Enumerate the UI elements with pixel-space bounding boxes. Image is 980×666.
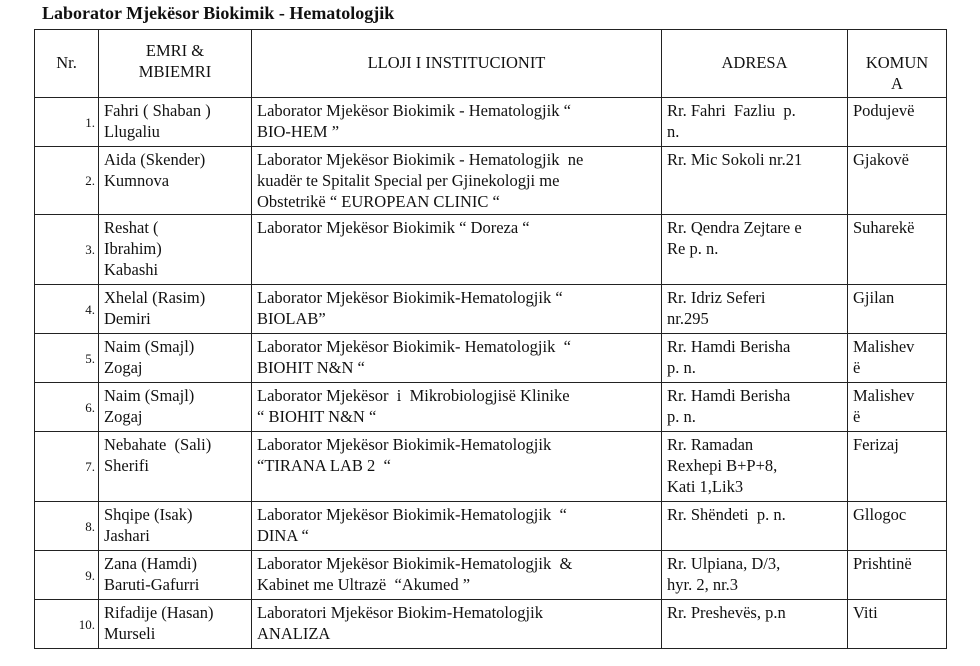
person-name: Xhelal (Rasim) Demiri — [104, 288, 206, 328]
address-cell — [662, 215, 848, 285]
table-row — [35, 502, 947, 551]
header-name: EMRI & MBIEMRI — [99, 30, 252, 98]
row-number: 9. — [85, 567, 95, 583]
person-name: Fahri ( Shaban ) Llugaliu — [104, 101, 211, 141]
person-name-cell — [99, 432, 252, 502]
row-number-cell — [35, 432, 99, 502]
row-number: 6. — [85, 399, 95, 415]
institution-type: Laborator Mjekësor Biokimik- Hematologjik “ BIOHIT N&N “ — [257, 337, 571, 377]
person-name: Nebahate (Sali) Sherifi — [104, 435, 212, 475]
row-number-cell — [35, 502, 99, 551]
table-row — [35, 215, 947, 285]
municipality-cell — [848, 98, 947, 147]
address: Rr. Qendra Zejtare e Re p. n. — [667, 218, 802, 258]
institution-type: Laborator Mjekësor Biokimik-Hematologjik “TIRANA LAB 2 “ — [257, 435, 552, 475]
header-nr: Nr. — [35, 30, 99, 98]
municipality-cell — [848, 432, 947, 502]
address: Rr. Mic Sokoli nr.21 — [667, 150, 803, 169]
header-institution-type: LLOJI I INSTITUCIONIT — [252, 30, 662, 98]
address-cell — [662, 147, 848, 215]
address-cell — [662, 334, 848, 383]
row-number-cell — [35, 334, 99, 383]
municipality-cell — [848, 285, 947, 334]
institution-type-cell — [252, 334, 662, 383]
address: Rr. Hamdi Berisha p. n. — [667, 337, 791, 377]
row-number-cell — [35, 98, 99, 147]
institution-type-cell — [252, 147, 662, 215]
municipality-cell — [848, 551, 947, 600]
municipality-cell — [848, 147, 947, 215]
person-name-cell — [99, 551, 252, 600]
row-number: 5. — [85, 350, 95, 366]
person-name-cell — [99, 502, 252, 551]
municipality: Malishev ë — [853, 337, 915, 377]
institution-type: Laborator Mjekësor i Mikrobiologjisë Klinike “ BIOHIT N&N “ — [257, 386, 570, 426]
row-number-cell — [35, 215, 99, 285]
row-number: 1. — [85, 114, 95, 130]
table-row — [35, 432, 947, 502]
municipality: Gjilan — [853, 288, 895, 307]
laboratory-table — [34, 29, 947, 649]
address-cell — [662, 432, 848, 502]
address: Rr. Shëndeti p. n. — [667, 505, 786, 524]
institution-type: Laborator Mjekësor Biokimik-Hematologjik & Kabinet me Ultrazë “Akumed ” — [257, 554, 573, 594]
address-cell — [662, 383, 848, 432]
person-name-cell — [99, 600, 252, 649]
person-name-cell — [99, 98, 252, 147]
table-row — [35, 334, 947, 383]
header-address: ADRESA — [662, 30, 848, 98]
address-cell — [662, 600, 848, 649]
institution-type: Laborator Mjekësor Biokimik “ Doreza “ — [257, 218, 530, 237]
address: Rr. Ulpiana, D/3, hyr. 2, nr.3 — [667, 554, 781, 594]
institution-type: Laborator Mjekësor Biokimik-Hematologjik “ DINA “ — [257, 505, 567, 545]
municipality-cell — [848, 334, 947, 383]
address-cell — [662, 285, 848, 334]
municipality: Gjakovë — [853, 150, 909, 169]
municipality: Malishev ë — [853, 386, 915, 426]
address-cell — [662, 502, 848, 551]
municipality: Ferizaj — [853, 435, 899, 454]
institution-type-cell — [252, 215, 662, 285]
municipality: Suharekë — [853, 218, 915, 237]
table-row — [35, 98, 947, 147]
person-name-cell — [99, 215, 252, 285]
municipality: Podujevë — [853, 101, 915, 120]
institution-type: Laborator Mjekësor Biokimik-Hematologjik “ BIOLAB” — [257, 288, 563, 328]
address-cell — [662, 98, 848, 147]
person-name: Reshat ( Ibrahim) Kabashi — [104, 218, 162, 279]
header-municipality: KOMUN A — [848, 30, 947, 98]
person-name-cell — [99, 334, 252, 383]
municipality-cell — [848, 215, 947, 285]
institution-type-cell — [252, 432, 662, 502]
municipality-cell — [848, 383, 947, 432]
municipality: Viti — [853, 603, 878, 622]
person-name: Naim (Smajl) Zogaj — [104, 337, 195, 377]
address: Rr. Preshevës, p.n — [667, 603, 786, 622]
person-name: Aida (Skender) Kumnova — [104, 150, 206, 190]
institution-type-cell — [252, 551, 662, 600]
table-row — [35, 383, 947, 432]
municipality: Gllogoc — [853, 505, 907, 524]
row-number: 8. — [85, 518, 95, 534]
address-cell — [662, 551, 848, 600]
institution-type: Laboratori Mjekësor Biokim-Hematologjik ANALIZA — [257, 603, 543, 643]
row-number-cell — [35, 285, 99, 334]
institution-type: Laborator Mjekësor Biokimik - Hematologjik ne kuadër te Spitalit Special per Gjinekologji me Obstetrikë “ EUROPEAN CLINIC “ — [257, 150, 584, 211]
institution-type-cell — [252, 285, 662, 334]
row-number-cell — [35, 551, 99, 600]
address: Rr. Hamdi Berisha p. n. — [667, 386, 791, 426]
address: Rr. Fahri Fazliu p. n. — [667, 101, 796, 141]
table-row — [35, 551, 947, 600]
table-row — [35, 285, 947, 334]
institution-type-cell — [252, 600, 662, 649]
institution-type-cell — [252, 98, 662, 147]
row-number: 7. — [85, 459, 95, 474]
person-name: Rifadije (Hasan) Murseli — [104, 603, 214, 643]
municipality-cell — [848, 600, 947, 649]
institution-type-cell — [252, 502, 662, 551]
row-number-cell — [35, 383, 99, 432]
row-number: 3. — [85, 242, 95, 257]
header-row — [35, 30, 947, 98]
municipality: Prishtinë — [853, 554, 912, 573]
person-name-cell — [99, 383, 252, 432]
row-number-cell — [35, 600, 99, 649]
person-name-cell — [99, 285, 252, 334]
institution-type-cell — [252, 383, 662, 432]
document-title: Laborator Mjekësor Biokimik - Hematologjik — [42, 3, 395, 23]
person-name: Zana (Hamdi) Baruti-Gafurri — [104, 554, 200, 594]
person-name: Shqipe (Isak) Jashari — [104, 505, 193, 545]
table-row — [35, 600, 947, 649]
row-number: 10. — [78, 616, 95, 632]
person-name: Naim (Smajl) Zogaj — [104, 386, 195, 426]
institution-type: Laborator Mjekësor Biokimik - Hematologjik “ BIO-HEM ” — [257, 101, 571, 141]
municipality-cell — [848, 502, 947, 551]
row-number: 2. — [85, 173, 95, 188]
row-number: 4. — [85, 301, 95, 317]
address: Rr. Ramadan Rexhepi B+P+8, Kati 1,Lik3 — [667, 435, 778, 496]
table-row — [35, 147, 947, 215]
person-name-cell — [99, 147, 252, 215]
address: Rr. Idriz Seferi nr.295 — [667, 288, 766, 328]
row-number-cell — [35, 147, 99, 215]
